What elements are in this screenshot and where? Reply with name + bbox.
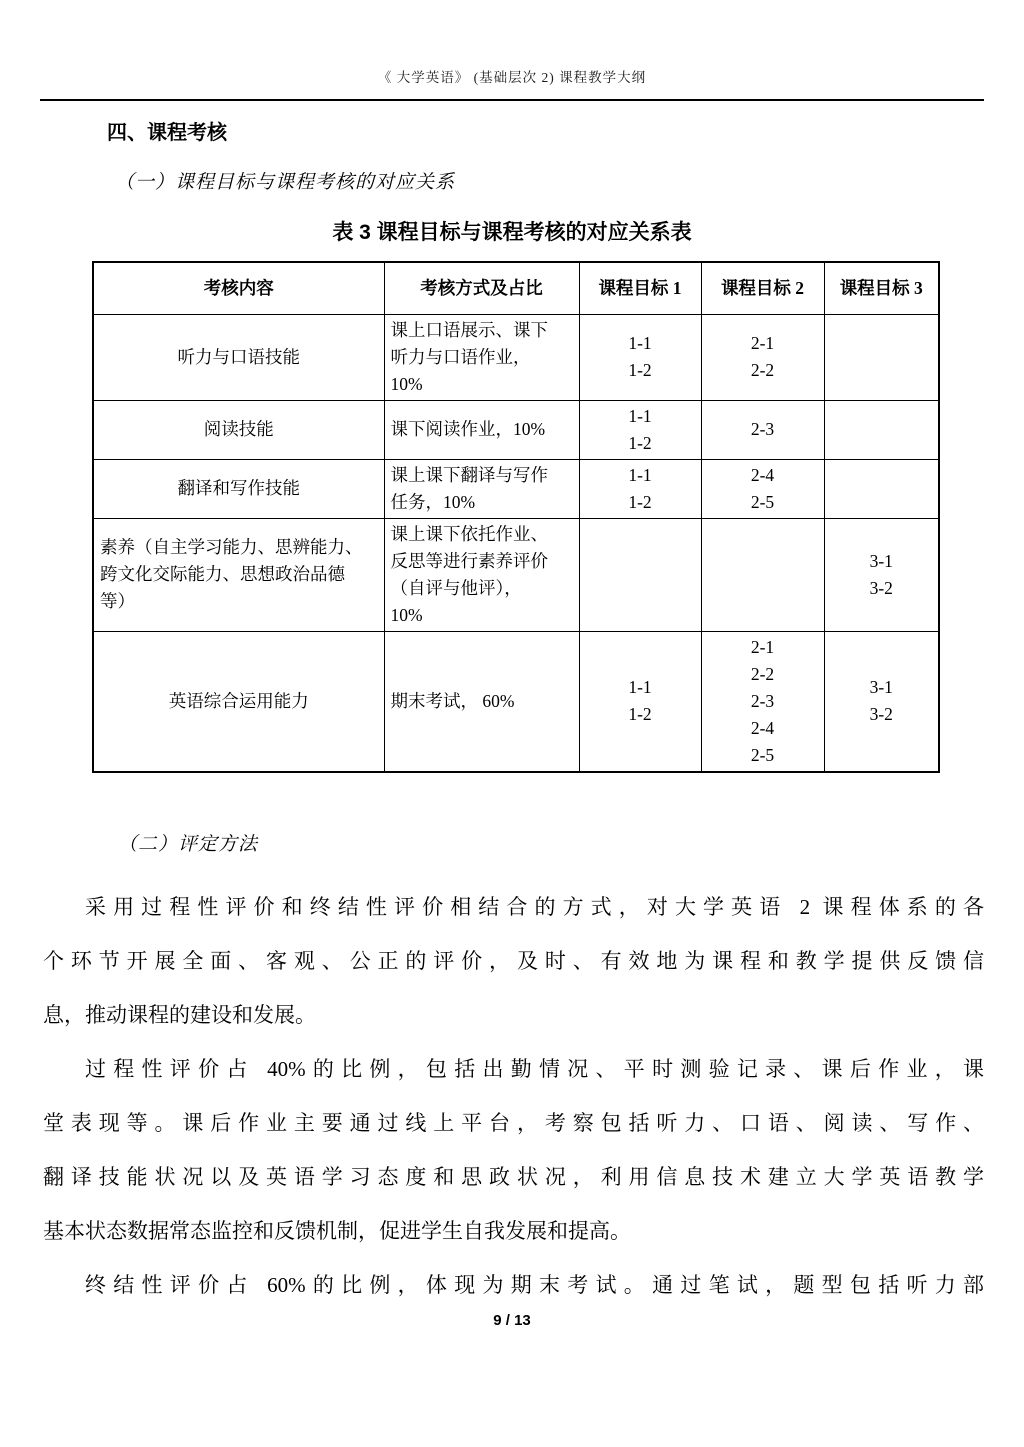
cell-line: 课上口语展示、课下 <box>390 319 548 340</box>
cell-line: 课上课下依托作业、 <box>390 523 548 544</box>
table-cell <box>701 459 824 518</box>
cell-line: 1-1 <box>628 333 652 353</box>
table-header-row <box>93 262 939 314</box>
table-row <box>93 518 939 631</box>
table-row <box>93 400 939 459</box>
assessment-table <box>92 261 940 773</box>
cell-line: 1-2 <box>628 704 652 724</box>
table-cell <box>93 631 384 772</box>
table-cell <box>824 631 939 772</box>
cell-line: 2-4 <box>750 717 775 738</box>
cell-line: 反思等进行素养评价 <box>390 550 548 571</box>
cell-line: 英语综合运用能力 <box>168 690 309 711</box>
table-title: 表 3 课程目标与课程考核的对应关系表 <box>332 221 692 244</box>
cell-line: 2-4 <box>750 464 775 485</box>
body-line: 个环节开展全面、客观、公正的评价，及时、有效地为课程和教学提供反馈信 <box>43 948 984 973</box>
table-row <box>93 459 939 518</box>
cell-line: 1-2 <box>628 432 652 453</box>
body-line: 息，推动课程的建设和发展。 <box>43 1002 316 1027</box>
cell-line: 1-2 <box>628 360 652 380</box>
cell-line: 3-1 <box>869 677 893 697</box>
cell-line: 课上课下翻译与写作 <box>390 464 548 485</box>
cell-line: 等） <box>100 591 135 611</box>
cell-line: 素养（自主学习能力、思辨能力、 <box>100 537 363 557</box>
table-header-cell: 课程目标 2 <box>701 262 824 314</box>
table-cell <box>701 518 824 631</box>
table-header-cell: 考核内容 <box>93 262 384 314</box>
table-cell <box>824 400 939 459</box>
section-heading-assessment: 四、课程考核 <box>107 122 227 144</box>
body-line: 过程性评价占 40%的比例，包括出勤情况、平时测验记录、课后作业，课 <box>85 1056 984 1081</box>
cell-line: 2-3 <box>750 419 775 439</box>
table-row <box>93 631 939 772</box>
table-cell <box>579 631 701 772</box>
table-header-cell: 考核方式及占比 <box>384 262 579 314</box>
body-line: 堂表现等。课后作业主要通过线上平台，考察包括听力、口语、阅读、写作、 <box>43 1110 984 1135</box>
subsection-heading-mapping: （一）课程目标与课程考核的对应关系 <box>115 172 456 193</box>
header-divider <box>40 99 984 101</box>
table-cell <box>701 631 824 772</box>
table-cell <box>579 400 701 459</box>
cell-line: 1-2 <box>628 491 652 512</box>
assessment-table-head <box>93 262 939 314</box>
body-line: 采用过程性评价和终结性评价相结合的方式，对大学英语 2 课程体系的各 <box>85 894 984 919</box>
table-cell <box>384 518 579 631</box>
cell-line: 2-1 <box>750 636 775 657</box>
cell-line: 1-1 <box>628 464 652 485</box>
cell-line: 3-2 <box>869 577 893 598</box>
table-header-cell: 课程目标 1 <box>579 262 701 314</box>
cell-line: 课下阅读作业，10% <box>390 419 546 439</box>
cell-line: 1-1 <box>628 677 652 697</box>
cell-line: 听力与口语作业， <box>390 346 531 367</box>
cell-line: 2-5 <box>750 744 775 765</box>
cell-line: 2-2 <box>750 663 775 684</box>
subsection-heading-method: （二）评定方法 <box>118 833 259 855</box>
table-cell <box>701 400 824 459</box>
table-cell <box>93 314 384 400</box>
cell-line: 任务，10% <box>390 491 476 512</box>
table-cell <box>384 400 579 459</box>
table-cell <box>701 314 824 400</box>
cell-line: 阅读技能 <box>203 419 274 439</box>
cell-line: 10% <box>390 373 423 394</box>
cell-line: 2-3 <box>750 690 775 711</box>
table-cell <box>579 459 701 518</box>
table-row <box>93 314 939 400</box>
table-cell <box>93 400 384 459</box>
cell-line: 期末考试， 60% <box>390 690 515 711</box>
table-cell <box>579 518 701 631</box>
table-cell <box>93 518 384 631</box>
table-cell <box>384 459 579 518</box>
cell-line: 2-1 <box>750 333 775 353</box>
table-cell <box>93 459 384 518</box>
table-cell <box>824 314 939 400</box>
cell-line: 2-5 <box>750 491 775 512</box>
table-cell <box>824 459 939 518</box>
body-text <box>43 880 984 1312</box>
assessment-table-body <box>93 314 939 772</box>
cell-line: 2-2 <box>750 360 775 380</box>
cell-line: 10% <box>390 604 423 625</box>
body-line: 翻译技能状况以及英语学习态度和思政状况，利用信息技术建立大学英语教学 <box>43 1164 984 1189</box>
body-line: 基本状态数据常态监控和反馈机制，促进学生自我发展和提高。 <box>43 1218 631 1243</box>
page-number: 9 / 13 <box>493 1312 531 1329</box>
page-header-title: 《 大学英语》 (基础层次 2) 课程教学大纲 <box>377 70 647 85</box>
cell-line: （自评与他评）， <box>390 577 522 598</box>
cell-line: 1-1 <box>628 405 652 426</box>
table-cell <box>824 518 939 631</box>
cell-line: 3-1 <box>869 550 893 571</box>
table-cell <box>384 631 579 772</box>
cell-line: 3-2 <box>869 704 893 724</box>
cell-line: 听力与口语技能 <box>177 346 300 367</box>
table-cell <box>579 314 701 400</box>
table-header-cell: 课程目标 3 <box>824 262 939 314</box>
table-cell <box>384 314 579 400</box>
body-line: 终结性评价占 60%的比例，体现为期末考试。通过笔试，题型包括听力部 <box>85 1272 984 1297</box>
cell-line: 翻译和写作技能 <box>177 478 300 498</box>
cell-line: 跨文化交际能力、思想政治品德 <box>100 564 345 584</box>
